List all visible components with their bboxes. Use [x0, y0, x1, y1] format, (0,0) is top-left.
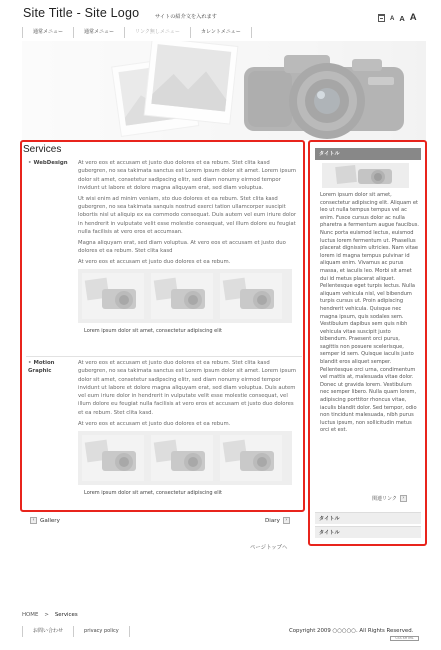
service-paragraph: At vero eos et accusam et justo duo dolores et ea rebum. Stet clita kasd gubergren, no sea takimata sanctus est Lorem ipsum dolor sit amet. Lorem ipsum dolor sit amet, consetetur sadipscing elitr, sed diam nonumy eirmod tempor invidunt ut labore et dolore magna aliquyam erat, sed diam voluptua. Duis autem vel eum iriure dolor in hendrerit in vulputate velit esse molestie consequat, vel illum dolore eu feugiat nulla facilisis at vero eros et accusam et justo duo dolores et ea rebum. Stet clita kasd.	[78, 360, 296, 416]
sidebar	[308, 140, 427, 546]
divider	[26, 356, 302, 357]
camera-photo-icon	[22, 41, 426, 140]
sidebar-tab[interactable]: タイトル	[315, 526, 421, 538]
font-size-icon	[378, 14, 385, 22]
related-link[interactable]	[372, 495, 407, 502]
service-paragraph: Ut wisi enim ad minim veniam, sto duo dolores et ea rebum. Stet clita kasd gubergren, no sea takimata sanquis nostrud exerci tation ullamcorper suscipit lobortis nisl ut aliquip ex ea commodo consequat. Duis autem vel eum iriure dolor in hendrerit in vulputate velit esse molestie consequat, vel illum dolore eu feugiat nulla facilisis at vero eros et accumsan.	[78, 195, 296, 235]
page-title: Services	[23, 144, 62, 155]
copyright: Copyright 2009 ○○○○○. All Rights Reserved.	[289, 628, 414, 634]
font-size-small-button[interactable]: A	[390, 16, 395, 22]
thumbnail-gallery	[78, 431, 292, 485]
camera-thumbnail-icon[interactable]	[220, 273, 282, 319]
sidebar-heading: タイトル	[315, 148, 421, 160]
service-label-text: Motion Graphic	[28, 360, 55, 374]
next-page-link[interactable]	[265, 517, 290, 524]
footer-nav-item[interactable]: お問い合わせ	[22, 626, 73, 637]
camera-thumbnail-icon[interactable]	[220, 435, 282, 481]
prev-page-label[interactable]: Gallery	[40, 517, 60, 524]
thumbnail-caption: Lorem ipsum dolor sit amet, consectetur adipiscing elit	[84, 489, 222, 496]
main-content	[20, 140, 305, 512]
camera-banner-icon[interactable]	[322, 163, 409, 188]
sidebar-text: Lorem ipsum dolor sit amet, consectetur adipiscing elit. Aliquam et leo ut nulla tempus tempus vel ac enim. Fusce cursus dolor ac nulla pharetra a fermentum augue faucibus. Nunc porta euismod lectus, euismod luctus lorem fermentum ut. Phasellus placerat dignissim ultricies. Nam vitae lorem id magna tempus pulvinar id aliquam enim. Vivamus ac purus massa, et iaculis leo. Morbi sit amet dui id metus placerat aliquet. Pellentesque eget turpis lectus. Nulla aliquam vehicula nisl, vel bibendum turpis cursus ut. Proin adipiscing hendrerit vehicula. Quisque nec magna ipsum, quis sodales sem. Vestibulum dapibus sem quis nibh vehicula vitae suscipit justo bibendum. Praesent orci purus, sagittis non posuere scelerisque, semper id sem. Quisque iaculis justo blandit eros aliquet semper. Pellentesque orci urna, condimentum vel mattis at, malesuada vitae dolor. Donec ut gravida lorem. Vestibulum nec semper libero. Nulla quam lorem, adipiscing porttitor rhoncus vitae, iaculis blandit dolor. Sed tempor, odio non tincidunt malesuada, nibh purus luctus ipsum, non sollicitudin metus orci et est.	[320, 192, 419, 434]
bullet-icon: •	[28, 160, 32, 166]
site-description: サイトの紹介文を入れます	[155, 14, 217, 20]
camera-thumbnail-icon[interactable]	[151, 435, 213, 481]
breadcrumb-separator: >	[44, 612, 49, 618]
prev-page-link[interactable]	[30, 517, 60, 524]
font-size-switcher	[378, 10, 417, 22]
breadcrumb-home[interactable]: HOME	[22, 612, 39, 618]
service-paragraph: At vero eos et accusam et justo duo dolores et ea rebum.	[78, 420, 231, 427]
global-nav	[22, 27, 252, 39]
camera-thumbnail-icon[interactable]	[151, 273, 213, 319]
arrow-right-icon[interactable]: ›	[283, 517, 290, 524]
sidebar-tab[interactable]: タイトル	[315, 512, 421, 524]
camera-thumbnail-icon[interactable]	[82, 273, 144, 319]
arrow-right-icon[interactable]: ›	[400, 495, 407, 502]
font-size-medium-button[interactable]: A	[399, 13, 405, 23]
service-body	[78, 359, 296, 496]
service-paragraph: Magna aliquyam erat, sed diam voluptua. At vero eos et accusam et justo duo dolores et ea rebum. Stet clita kasd	[78, 239, 286, 254]
footer-nav	[22, 626, 130, 637]
service-body	[78, 159, 296, 334]
gnav-item-current[interactable]: カレントメニュー	[190, 27, 252, 38]
camera-thumbnail-icon[interactable]	[82, 435, 144, 481]
next-page-label[interactable]: Diary	[265, 517, 280, 524]
hero-image	[22, 41, 426, 140]
breadcrumb-current: Services	[54, 612, 78, 618]
gnav-item[interactable]: 通常メニュー	[22, 27, 73, 38]
css-xhtml-badge[interactable]: CSS XHTML	[390, 636, 419, 641]
service-label	[28, 359, 68, 375]
thumbnail-caption: Lorem ipsum dolor sit amet, consectetur adipiscing elit	[84, 328, 222, 335]
service-paragraph: At vero eos et accusam et justo duo dolores et ea rebum. Stet clita kasd gubergren, no sea takimata sanctus est Lorem ipsum dolor sit amet. Lorem ipsum dolor sit amet, consetetur sadipscing elitr, sed diam nonumy eirmod tempor invidunt ut labore et dolore magna aliquyam erat, sed diam voluptua.	[78, 160, 296, 191]
arrow-left-icon[interactable]: ‹	[30, 517, 37, 524]
thumbnail-gallery	[78, 269, 292, 323]
back-to-top-link[interactable]: ページトップへ	[250, 545, 288, 551]
font-size-large-button[interactable]: A	[409, 11, 417, 23]
site-title[interactable]: Site Title - Site Logo	[23, 6, 140, 20]
breadcrumb	[22, 612, 78, 618]
gnav-item[interactable]: 通常メニュー	[73, 27, 124, 38]
service-paragraph: At vero eos et accusam et justo duo dolores et ea rebum.	[78, 258, 231, 265]
related-link-label[interactable]: 関連リンク	[372, 496, 397, 502]
gnav-item-nolink: リンク無しメニュー	[124, 27, 190, 38]
footer-nav-item[interactable]: privacy policy	[73, 626, 130, 637]
bullet-icon: •	[28, 360, 32, 366]
service-label-text: WebDesign	[33, 160, 68, 166]
service-label	[28, 159, 68, 167]
